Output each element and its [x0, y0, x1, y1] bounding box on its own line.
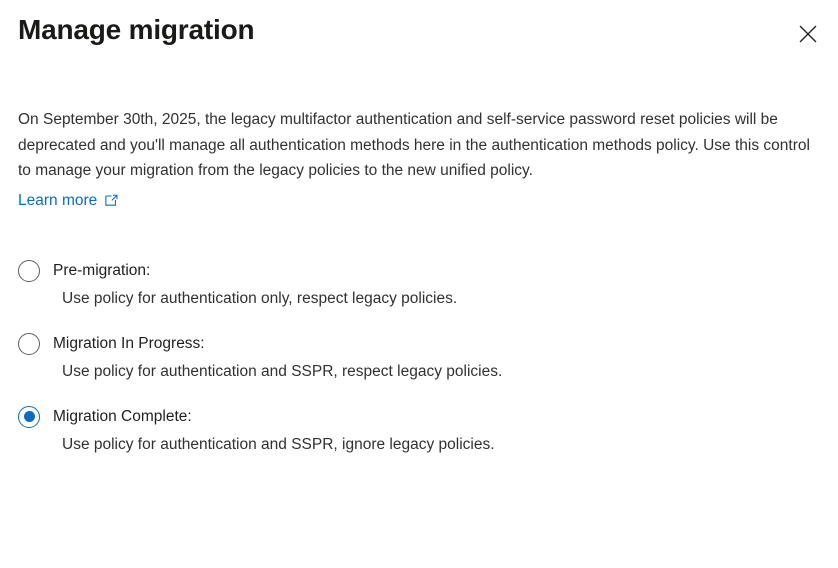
close-icon — [798, 24, 818, 44]
option-description: Use policy for authentication and SSPR, respect legacy policies. — [62, 362, 503, 380]
radio-pre-migration[interactable] — [18, 260, 820, 282]
option-migration-in-progress — [18, 333, 820, 383]
option-label: Pre-migration: — [53, 261, 151, 279]
external-link-icon — [104, 193, 119, 208]
option-description: Use policy for authentication only, respect legacy policies. — [62, 289, 458, 307]
option-migration-complete — [18, 406, 820, 456]
learn-more-label: Learn more — [18, 191, 98, 209]
migration-description: On September 30th, 2025, the legacy multifactor authentication and self-service password reset policies will be deprecated and you'll manage all authentication methods here in the authentication methods policy. Use this control to manage your migration from the legacy policies to the new unified policy. — [18, 111, 810, 179]
option-pre-migration — [18, 260, 820, 310]
migration-state-radio-group[interactable] — [18, 260, 820, 456]
radio-circle-icon — [18, 406, 40, 428]
close-button[interactable] — [792, 18, 824, 50]
radio-migration-complete[interactable] — [18, 406, 820, 428]
page-title: Manage migration — [18, 14, 255, 45]
option-label: Migration Complete: — [53, 407, 192, 425]
dialog-header — [18, 0, 820, 50]
option-description: Use policy for authentication and SSPR, ignore legacy policies. — [62, 435, 495, 453]
radio-circle-icon — [18, 260, 40, 282]
option-label: Migration In Progress: — [53, 334, 205, 352]
radio-migration-in-progress[interactable] — [18, 333, 820, 355]
radio-circle-icon — [18, 333, 40, 355]
learn-more-link[interactable] — [18, 190, 119, 212]
radio-dot-icon — [24, 411, 35, 422]
